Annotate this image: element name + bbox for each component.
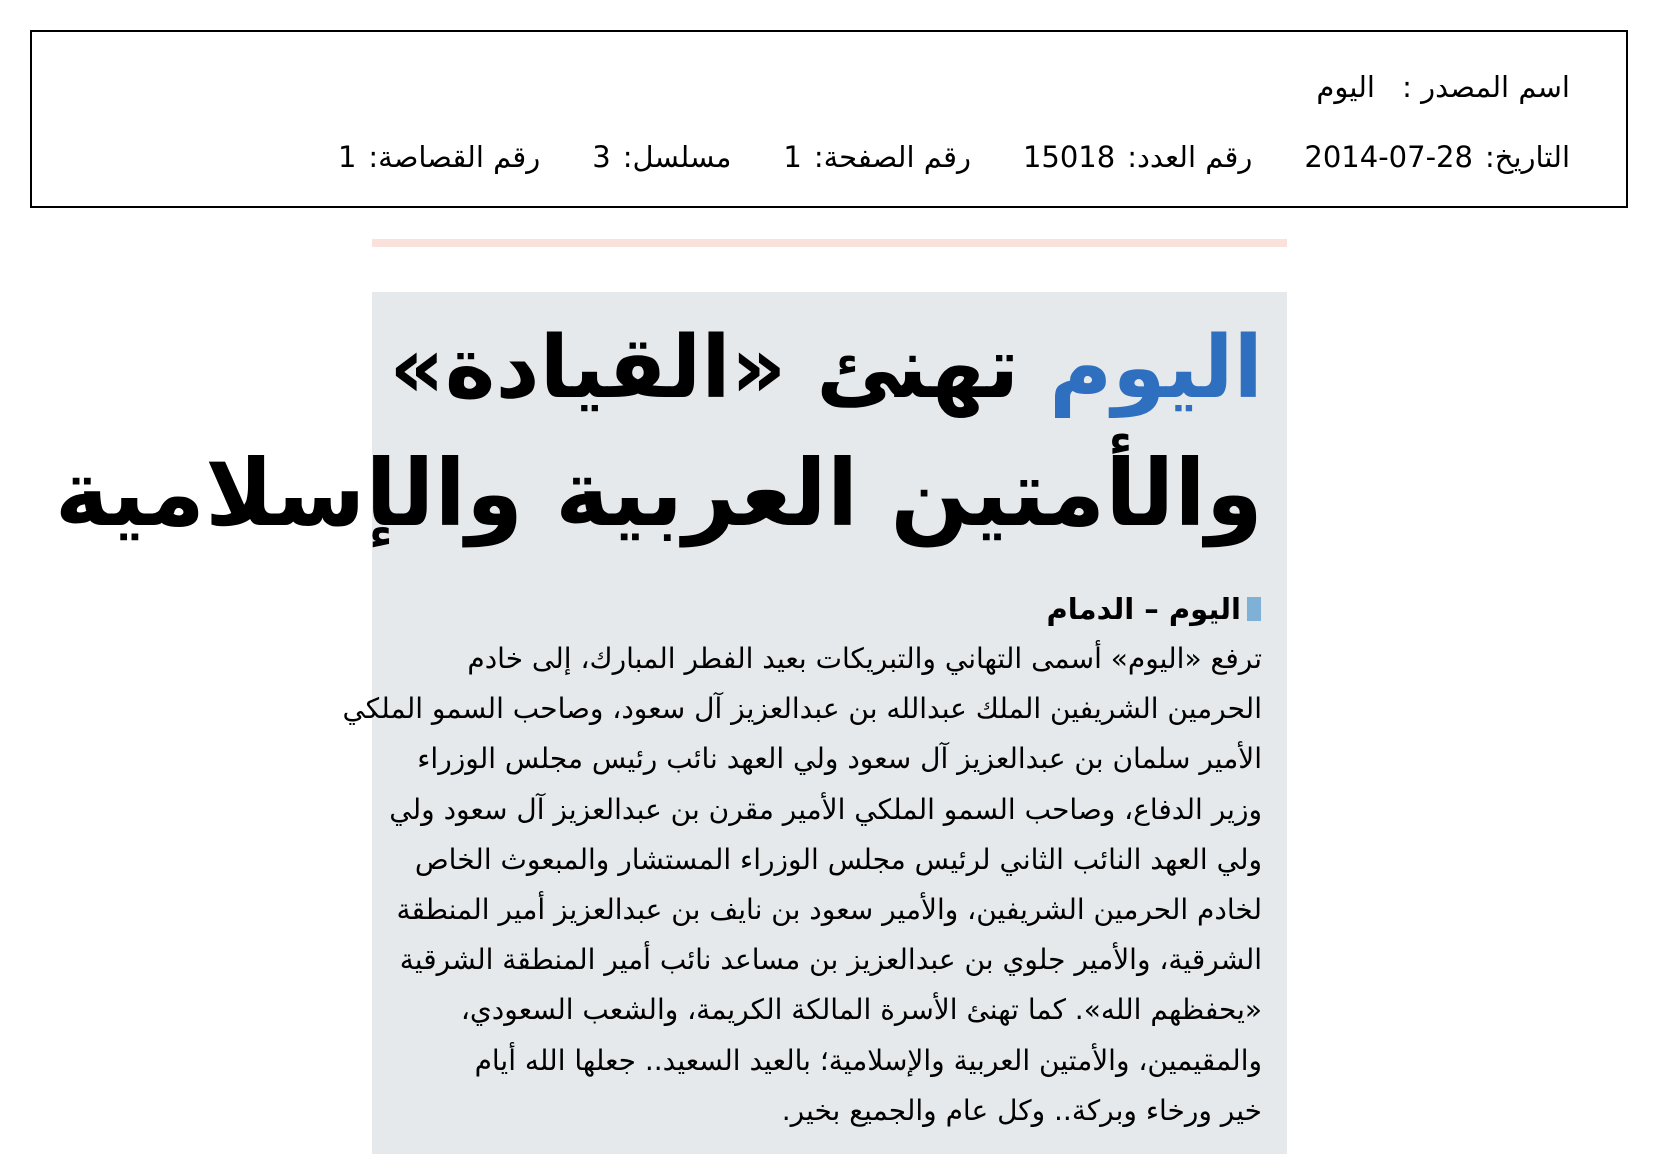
serial-label: مسلسل: [622,140,732,174]
headline-line-2: والأمتين العربية والإسلامية [54,440,1263,547]
page-label: رقم الصفحة: [813,140,971,174]
headline-line-1-text: تهنئ «القيادة» [389,318,1020,418]
issue-label: رقم العدد: [1127,140,1253,174]
article-line: وزير الدفاع، وصاحب السمو الملكي الأمير مقرن بن عبدالعزيز آل سعود ولي [389,792,1262,826]
source-info-box [30,30,1628,208]
serial-value: 3 [592,140,611,174]
article-line: والمقيمين، والأمتين العربية والإسلامية؛ بالعيد السعيد.. جعلها الله أيام [474,1043,1262,1077]
headline [54,306,1263,558]
source-value: اليوم [1316,70,1375,104]
source-row [1316,70,1570,104]
byline-marker-icon [1247,597,1261,621]
issue-field [1023,140,1252,174]
page-field [783,140,971,174]
headline-brand: اليوم [1049,318,1263,418]
publication-details-row [286,140,1570,174]
page-value: 1 [783,140,802,174]
serial-field [592,140,731,174]
date-value: 2014-07-28 [1304,140,1473,174]
article-line: لخادم الحرمين الشريفين، والأمير سعود بن نايف بن عبدالعزيز أمير المنطقة [396,893,1262,927]
date-field [1304,140,1570,174]
article-line: «يحفظهم الله». كما تهنئ الأسرة المالكة الكريمة، والشعب السعودي، [460,993,1262,1027]
article-body [342,634,1262,1136]
article-line: ترفع «اليوم» أسمى التهاني والتبريكات بعيد الفطر المبارك، إلى خادم [467,642,1262,675]
article-line: خير ورخاء وبركة.. وكل عام والجميع بخير. [781,1093,1262,1127]
clip-number-field [338,140,540,174]
source-label: اسم المصدر : [1402,70,1570,104]
byline [1047,592,1261,626]
newspaper-clipping [54,292,1287,1154]
article-line: الشرقية، والأمير جلوي بن عبدالعزيز بن مساعد نائب أمير المنطقة الشرقية [399,943,1262,977]
article-line: الأمير سلمان بن عبدالعزيز آل سعود ولي العهد نائب رئيس مجلس الوزراء [417,742,1262,776]
clip-number-value: 1 [337,140,357,174]
divider-bar [372,239,1287,247]
issue-value: 15018 [1022,140,1116,174]
article-line: الحرمين الشريفين الملك عبدالله بن عبدالعزيز آل سعود، وصاحب السمو الملكي [342,692,1262,726]
byline-text: اليوم – الدمام [1046,592,1241,626]
headline-line-1 [389,306,1263,430]
date-label: التاريخ: [1484,140,1570,174]
article-line: ولي العهد النائب الثاني لرئيس مجلس الوزراء المستشار والمبعوث الخاص [414,842,1262,876]
clip-number-label: رقم القصاصة: [368,140,541,174]
